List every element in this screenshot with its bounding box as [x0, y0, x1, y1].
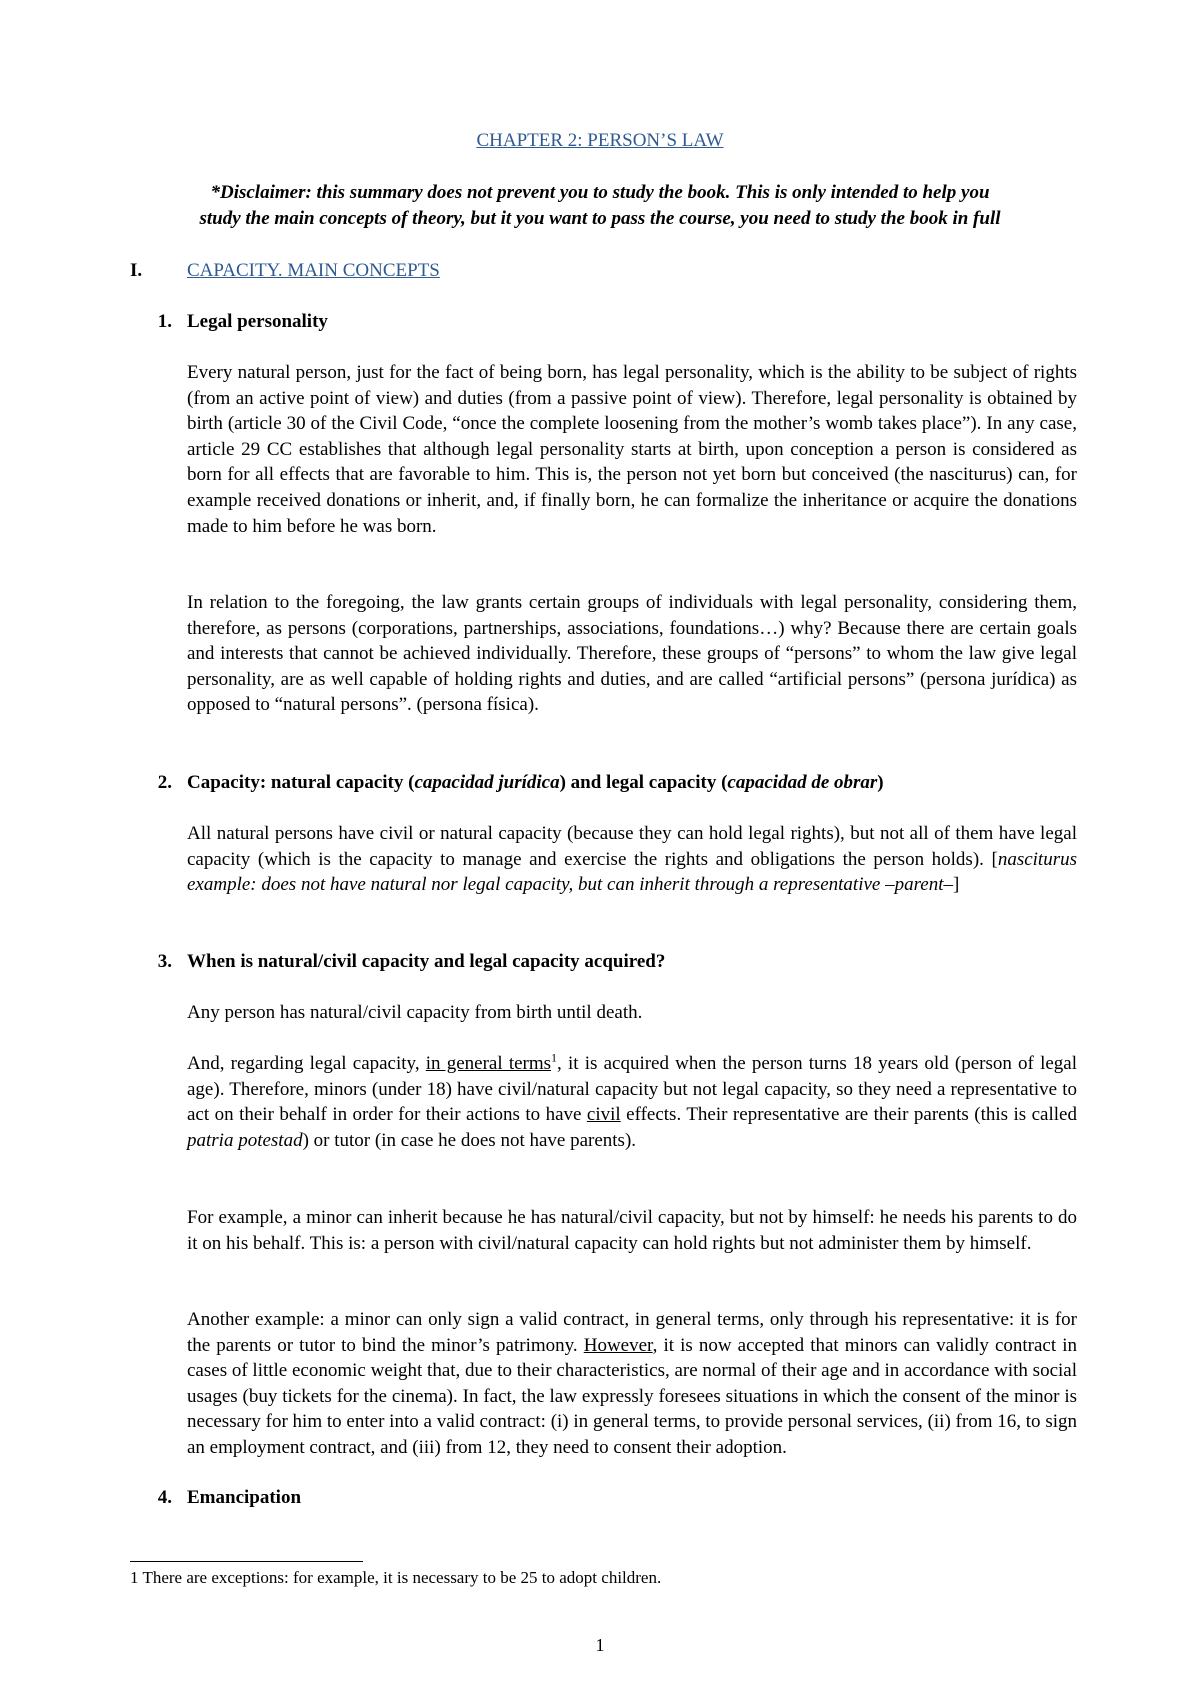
- section-title: CAPACITY. MAIN CONCEPTS: [187, 260, 440, 281]
- subsection-1-title: Legal personality: [187, 311, 328, 332]
- subsection-4-number: 4.: [157, 1487, 172, 1508]
- subsection-3-paragraph-1: Any person has natural/civil capacity from birth until death.: [187, 1002, 643, 1023]
- disclaimer-line-2: study the main concepts of theory, but it you want to pass the course, you need to study the book in full: [199, 207, 1001, 229]
- subsection-3-paragraph-4: Another example: a minor can only sign a valid contract, in general terms, only through his representative: it is for the parents or tutor to bind the minor’s patrimony. However, it is now accepted that minors can validly contract in cases of little economic weight that, due to their characteristics, are normal of their age and in accordance with social usages (buy tickets for the cinema). In fact, the law expressly foresees situations in which the consent of the minor is necessary for him to enter into a valid contract: (i) in general terms, to provide personal services, (ii) from 16, to sign an employment contract, and (iii) from 12, they need to consent their adoption.: [187, 1309, 1078, 1458]
- section-number: I.: [130, 260, 143, 281]
- footnote-text: There are exceptions: for example, it is necessary to be 25 to adopt children.: [138, 1568, 662, 1587]
- subsection-3-number: 3.: [157, 951, 172, 972]
- disclaimer: [120, 180, 1080, 231]
- subsection-4-title: Emancipation: [187, 1487, 302, 1508]
- subsection-3-title: When is natural/civil capacity and legal capacity acquired?: [187, 951, 666, 972]
- subsection-3-paragraph-3: For example, a minor can inherit because he has natural/civil capacity, but not by himself: he needs his parents to do it on his behalf. This is: a person with civil/natural capacity can hold rights but not administer them by himself.: [187, 1207, 1077, 1254]
- footnote-ref-mark: 1: [551, 1050, 558, 1065]
- footnote-mark: 1: [130, 1568, 139, 1587]
- subsection-2-number: 2.: [157, 772, 172, 793]
- footnote: [130, 1567, 1070, 1589]
- subsection-2-title: Capacity: natural capacity (capacidad jurídica) and legal capacity (capacidad de obrar): [187, 772, 884, 793]
- chapter-title: CHAPTER 2: PERSON’S LAW: [476, 130, 724, 151]
- subsection-1-paragraph-2: In relation to the foregoing, the law grants certain groups of individuals with legal personality, considering them, therefore, as persons (corporations, partnerships, associations, foundations…) why? Because there are certain goals and interests that cannot be achieved individually. Therefore, these groups of “persons” to whom the law give legal personality, are as well capable of holding rights and duties, and are called “artificial persons” (persona jurídica) as opposed to “natural persons”. (persona física).: [187, 592, 1077, 716]
- subsection-3-paragraph-2: And, regarding legal capacity, in general terms$^1$, it is acquired when the person turns 18 years old (person of legal age). Therefore, minors (under 18) have civil/natural capacity but not legal capacity, so they need a representative to act on their behalf in order for their actions to have civil effects. Their representative are their parents (this is called patria potestad) or tutor (in case he does not have parents).: [187, 1050, 1077, 1151]
- footnote-ref-text: in general terms: [425, 1053, 552, 1074]
- subsection-1-paragraph-1: Every natural person, just for the fact of being born, has legal personality, which is the ability to be subject of rights (from an active point of view) and duties (from a passive point of view). Therefore, legal personality is obtained by birth (article 30 of the Civil Code, “once the complete loosening from the mother’s womb takes place”). In any case, article 29 CC establishes that although legal personality starts at birth, upon conception a person is considered as born for all effects that are favorable to him. This is, the person not yet born but conceived (the nasciturus) can, for example received donations or inherit, and, if finally born, he can formalize the inheritance or acquire the donations made to him before he was born.: [187, 362, 1077, 537]
- footnote-separator: [130, 1561, 363, 1562]
- subsection-1-number: 1.: [157, 311, 172, 332]
- disclaimer-line-1: *Disclaimer: this summary does not prevent you to study the book. This is only intended to help you: [210, 182, 990, 203]
- subsection-2-paragraph: All natural persons have civil or natural capacity (because they can hold legal rights), but not all of them have legal capacity (which is the capacity to manage and exercise the rights and obligations the person holds). [nasciturus example: does not have natural nor legal capacity, but can inherit through a representative –parent–]: [187, 823, 1077, 896]
- page-number: 1: [595, 1635, 605, 1655]
